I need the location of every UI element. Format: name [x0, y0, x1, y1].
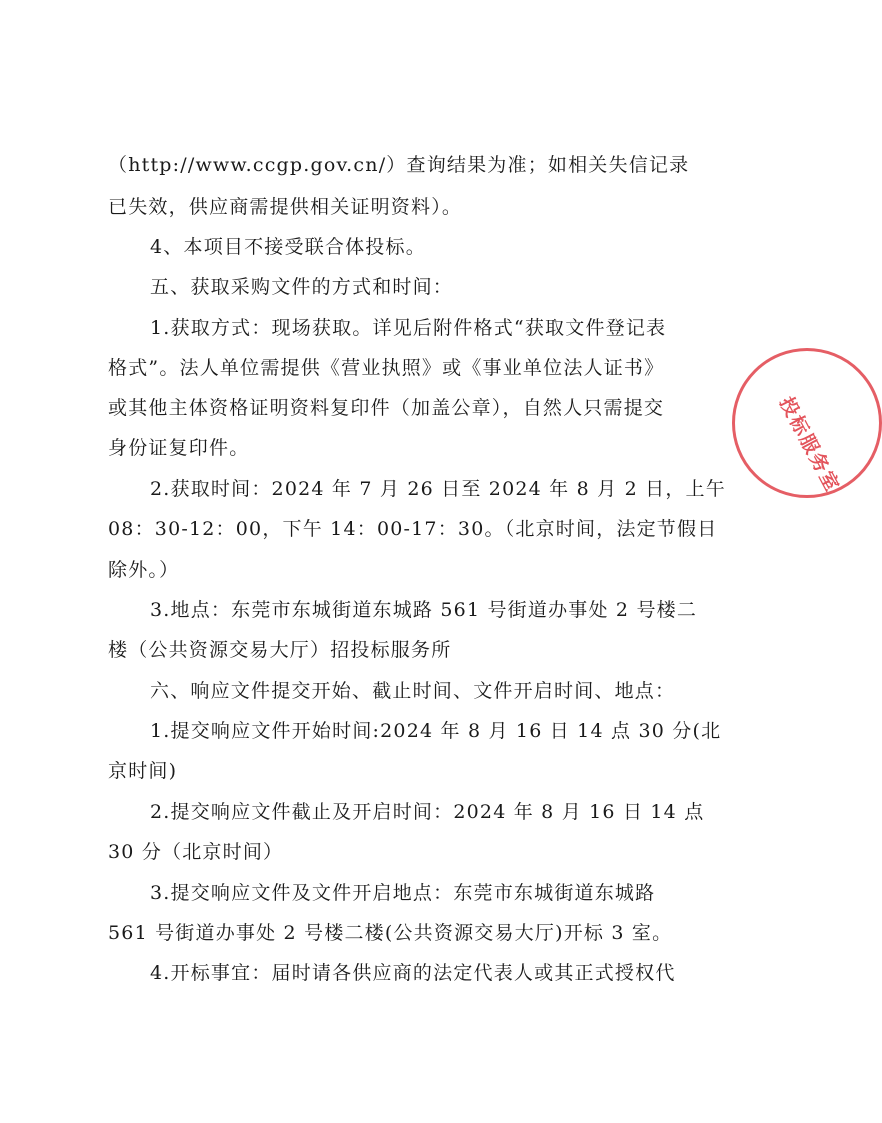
text-line: 京时间) [108, 760, 178, 782]
text-line: 身份证复印件。 [108, 437, 250, 459]
text-line: 561 号街道办事处 2 号楼二楼(公共资源交易大厅)开标 3 室。 [108, 922, 673, 944]
text-line: 30 分（北京时间） [108, 841, 284, 863]
text-line: 1.获取方式：现场获取。详见后附件格式“获取文件登记表 [150, 317, 667, 339]
text-line: 3.地点：东莞市东城街道东城路 561 号街道办事处 2 号楼二 [150, 599, 698, 621]
text-line: 或其他主体资格证明资料复印件（加盖公章），自然人只需提交 [108, 397, 665, 419]
text-line: 已失效，供应商需提供相关证明资料）。 [108, 196, 463, 218]
text-line: 08：30-12：00，下午 14：00-17：30。（北京时间，法定节假日 [108, 518, 718, 540]
text-line: 3.提交响应文件及文件开启地点：东莞市东城街道东城路 [150, 882, 656, 904]
seal-text: 投标服务室 [774, 393, 844, 497]
text-line: （http://www.ccgp.gov.cn/）查询结果为准；如相关失信记录 [108, 154, 690, 176]
section-heading: 六、响应文件提交开始、截止时间、文件开启时间、地点： [150, 680, 676, 702]
text-line: 1.提交响应文件开始时间:2024 年 8 月 16 日 14 点 30 分(北 [150, 720, 722, 742]
text-line: 楼（公共资源交易大厅）招投标服务所 [108, 639, 452, 661]
text-line: 除外。） [108, 559, 180, 581]
text-line: 格式”。法人单位需提供《营业执照》或《事业单位法人证书》 [108, 357, 665, 379]
text-line: 2.获取时间：2024 年 7 月 26 日至 2024 年 8 月 2 日，上午 [150, 478, 726, 500]
section-heading: 五、获取采购文件的方式和时间： [150, 276, 454, 298]
text-line: 4、本项目不接受联合体投标。 [150, 236, 426, 258]
text-line: 4.开标事宜：届时请各供应商的法定代表人或其正式授权代 [150, 962, 676, 984]
text-line: 2.提交响应文件截止及开启时间：2024 年 8 月 16 日 14 点 [150, 801, 705, 823]
